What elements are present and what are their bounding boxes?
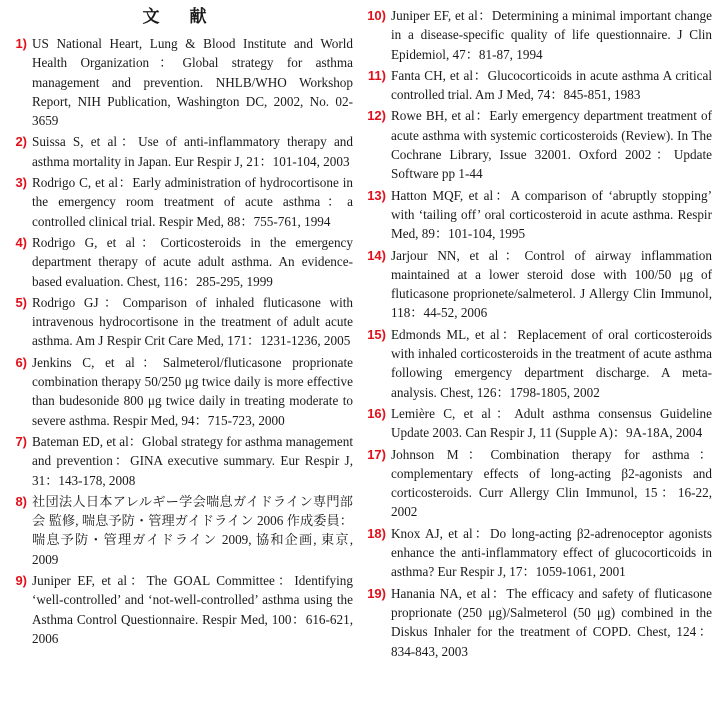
references-heading: 文 献	[142, 7, 219, 27]
reference-text: Knox AJ, et al：Do long-acting β2-adrenoceptor agonists enhance the anti-inflammatory effect of glucocorticoids in asthma? Eur Respir J, 17：1059-1061, 2001	[391, 525, 712, 580]
reference-item	[8, 173, 353, 231]
reference-text: Jarjour NN, et al：Control of airway inflammation maintained at a lower steroid dose with 100/50 μg of fluticasone proprionete/salmeterol. J Allergy Clin Immunol, 118：44-52, 2006	[391, 247, 712, 321]
reference-number: 5)	[15, 294, 27, 310]
reference-item	[8, 293, 353, 351]
reference-text: Suissa S, et al：Use of anti-inflammatory therapy and asthma mortality in Japan. Eur Respir J, 21：101-104, 2003	[32, 134, 353, 169]
reference-item	[367, 66, 712, 105]
reference-text: 社団法人日本アレルギー学会喘息ガイドライン専門部会 監修, 喘息予防・管理ガイドライン 2006 作成委員：喘息予防・管理ガイドライン 2009, 協和企画, 東京, 2009	[32, 493, 353, 567]
reference-text: US National Heart, Lung & Blood Institute and World Health Organization：Global strategy for asthma management and prevention. NHLB/WHO Workshop Report, NIH Publication, Washington DC, 2002, No. 02-3659	[32, 36, 353, 129]
reference-item	[8, 571, 353, 648]
reference-text: Bateman ED, et al：Global strategy for asthma management and prevention：GINA executive summary. Eur Respir J, 31：143-178, 2008	[32, 433, 353, 488]
reference-item	[367, 445, 712, 522]
reference-number: 10)	[367, 8, 386, 23]
reference-text: Hanania NA, et al：The efficacy and safety of fluticasone proprionate (250 μg)/Salmeterol (50 μg) combined in the Diskus Inhaler for the treatment of COPD. Chest, 124：834-843, 2003	[391, 585, 712, 659]
reference-number: 3)	[15, 175, 27, 191]
reference-item	[367, 186, 712, 244]
reference-text: Juniper EF, et al：Determining a minimal important change in a disease-specific quality of life questionnaire. J Clin Epidemiol, 47：81-87, 1994	[391, 8, 712, 62]
reference-number: 19)	[367, 585, 386, 601]
reference-item	[8, 132, 353, 171]
reference-item	[367, 106, 712, 183]
reference-item	[367, 246, 712, 323]
reference-number: 1)	[15, 36, 27, 51]
reference-text: Rodrigo G, et al：Corticosteroids in the emergency department therapy of acute adult asthma. An evidence-based evaluation. Chest, 116：285-295, 1999	[32, 234, 353, 289]
reference-text: Lemière C, et al：Adult asthma consensus Guideline Update 2003. Can Respir J, 11 (Supple A)：9A-18A, 2004	[391, 405, 712, 441]
reference-text: Rowe BH, et al：Early emergency department treatment of acute asthma with systemic corticosteroids (Review). In The Cochrane Library, Issue 32001. Oxford 2002：Update Software pp 1-44	[391, 108, 712, 182]
references-column-left	[8, 6, 353, 724]
reference-text: Rodrigo C, et al：Early administration of hydrocortisone in the emergency room treatment of acute asthma：a controlled clinical trial. Respir Med, 88：755-761, 1994	[32, 175, 353, 229]
reference-number: 6)	[15, 354, 27, 370]
reference-text: Jenkins C, et al：Salmeterol/fluticasone proprionate combination therapy 50/250 μg twice daily is more effective than budesonide 800 μg twice daily in treating moderate to severe asthma. Respir Med, 94：715-723, 2000	[32, 354, 353, 428]
reference-text: Johnson M：Combination therapy for asthma：complementary effects of long-acting β2-agonists and corticosteroids. Curr Allergy Clin Immunol, 15：16-22, 2002	[391, 446, 712, 520]
reference-text: Edmonds ML, et al：Replacement of oral corticosteroids with inhaled corticosteroids in the treatment of acute asthma following emergency department discharge. A meta-analysis. Chest, 126：1798-1805, 2002	[391, 326, 712, 400]
reference-item	[8, 492, 353, 569]
reference-number: 18)	[367, 525, 386, 541]
reference-item	[8, 432, 353, 490]
reference-text: Rodrigo GJ：Comparison of inhaled fluticasone with intravenous hydrocortisone in the treatment of adult acute asthma. Am J Respir Crit Care Med, 171：1231-1236, 2005	[32, 294, 353, 349]
reference-item	[367, 584, 712, 661]
reference-item	[8, 233, 353, 291]
reference-item	[367, 524, 712, 582]
references-list-left	[8, 34, 353, 648]
reference-number: 9)	[15, 573, 27, 589]
reference-item	[8, 353, 353, 430]
references-column-right	[367, 6, 712, 724]
reference-number: 17)	[367, 446, 386, 462]
reference-number: 2)	[15, 134, 27, 150]
reference-item	[367, 404, 712, 443]
reference-item	[367, 325, 712, 402]
reference-text: Juniper EF, et al：The GOAL Committee：Identifying ‘well-controlled’ and ‘not-well-controlled’ asthma using the Asthma Control Questionnaire. Respir Med, 100：616-621, 2006	[32, 573, 353, 646]
reference-text: Hatton MQF, et al：A comparison of ‘abruptly stopping’ with ‘tailing off’ oral corticosteroid in acute asthma. Respir Med, 89：101-104, 1995	[391, 187, 712, 242]
references-list-right	[367, 6, 712, 661]
reference-number: 8)	[15, 493, 27, 509]
reference-number: 11)	[367, 67, 386, 83]
reference-number: 4)	[15, 234, 27, 250]
reference-number: 16)	[367, 405, 386, 421]
reference-text: Fanta CH, et al：Glucocorticoids in acute asthma A critical controlled trial. Am J Med, 74：845-851, 1983	[391, 67, 712, 103]
reference-number: 14)	[367, 247, 386, 263]
reference-number: 7)	[15, 433, 27, 449]
reference-number: 12)	[367, 108, 386, 124]
reference-number: 13)	[367, 187, 386, 203]
reference-item	[367, 6, 712, 64]
reference-item	[8, 34, 353, 130]
reference-number: 15)	[367, 326, 386, 342]
